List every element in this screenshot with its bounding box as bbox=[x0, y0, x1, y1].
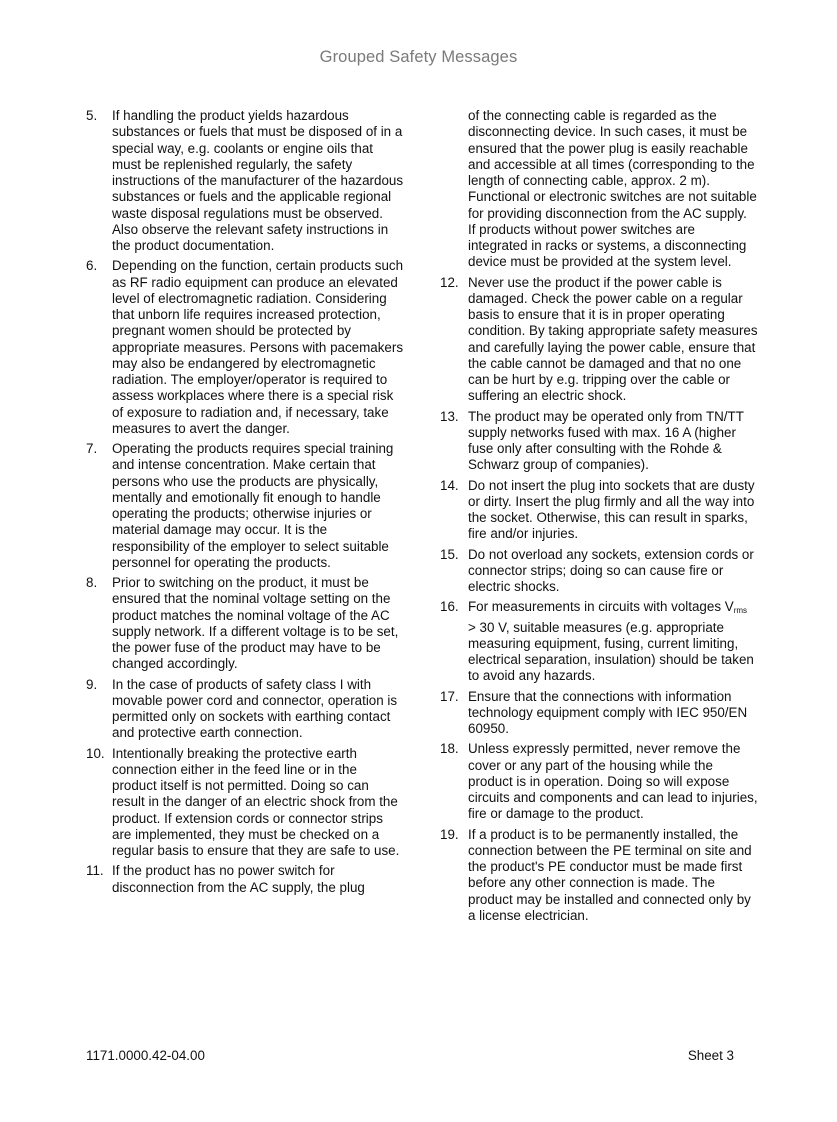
item-text: Intentionally breaking the protective earth connection either in the feed line or in the product itself is not permitted. Doing so can result in the danger of an electric shock from the product. If extension cords or connector strips are implemented, they must be checked on a regular basis to ensure that they are safe to use. bbox=[112, 745, 400, 858]
item-number: 17. bbox=[440, 688, 459, 704]
item-number: 14. bbox=[440, 477, 459, 493]
list-item bbox=[86, 108, 404, 254]
list-item bbox=[86, 575, 404, 673]
page-footer bbox=[86, 1048, 734, 1063]
item-number: 18. bbox=[440, 741, 459, 757]
list-item bbox=[440, 409, 758, 474]
list-item bbox=[440, 275, 758, 405]
item-text: If handling the product yields hazardous substances or fuels that must be disposed of in a special way, e.g. coolants or engine oils that must be replenished regularly, the safety instructions of the manufacturer of the hazardous substances or fuels and the applicable regional waste disposal regulations must be observed. Also observe the relevant safety instructions in the product documentation. bbox=[112, 108, 404, 253]
item-text: Operating the products requires special training and intense concentration. Make certain that persons who use the products are physically, mentally and emotionally fit enough to handle operating the products; otherwise injuries or material damage may occur. It is the responsibility of the employer to select suitable personnel for operating the products. bbox=[112, 441, 394, 570]
item-number: 6. bbox=[86, 258, 98, 274]
rms-subscript: rms bbox=[733, 606, 748, 616]
item-text: The product may be operated only from TN/TT supply networks fused with max. 16 A (higher fuse only after consulting with the Rohde & Schwarz group of companies). bbox=[468, 408, 744, 473]
item-text: Do not overload any sockets, extension cords or connector strips; doing so can cause fire or electric shocks. bbox=[468, 546, 754, 594]
list-item bbox=[440, 827, 758, 925]
item-number: 15. bbox=[440, 546, 459, 562]
list-item bbox=[86, 677, 404, 742]
sheet-number: Sheet 3 bbox=[687, 1048, 734, 1063]
list-item bbox=[440, 547, 758, 596]
list-item bbox=[440, 599, 758, 684]
item-continuation: of the connecting cable is regarded as the disconnecting device. In such cases, it must be ensured that the power plug is easily reachable and accessible at all times (corresponding to the length of connecting cable, approx. 2 m). Functional or electronic switches are not suitable for providing disconnection from the AC supply. If products without power switches are integrated in racks or systems, a disconnecting device must be provided at the system level. bbox=[468, 108, 757, 270]
item-text: Never use the product if the power cable is damaged. Check the power cable on a regular basis to ensure that it is in proper operating condition. By taking appropriate safety measures and carefully laying the power cable, ensure that the cable cannot be damaged and that no one can be hurt by e.g. tripping over the cable or suffering an electric shock. bbox=[468, 274, 758, 404]
item-text bbox=[468, 599, 758, 684]
item-number: 19. bbox=[440, 826, 459, 842]
item-number: 7. bbox=[86, 441, 98, 456]
right-column bbox=[440, 108, 758, 928]
item-text-post: > 30 V, suitable measures (e.g. appropriate measuring equipment, fusing, current limiting, electrical separation, insulation) should be taken to avoid any hazards. bbox=[468, 619, 754, 684]
item-number: 11. bbox=[86, 863, 104, 879]
list-item bbox=[86, 258, 404, 437]
item-text: Do not insert the plug into sockets that are dusty or dirty. Insert the plug firmly and all the way into the socket. Otherwise, this can result in sparks, fire and/or injuries. bbox=[468, 477, 755, 542]
list-item bbox=[86, 863, 404, 896]
list-item bbox=[86, 441, 404, 571]
item-number: 12. bbox=[440, 274, 459, 290]
item-number: 10. bbox=[86, 745, 105, 761]
list-item bbox=[440, 689, 758, 738]
item-text: Ensure that the connections with information technology equipment comply with IEC 950/EN 60950. bbox=[468, 688, 748, 736]
list-item bbox=[440, 741, 758, 822]
left-column bbox=[86, 108, 404, 900]
page-header: Grouped Safety Messages bbox=[319, 48, 518, 66]
document-number: 1171.0000.42-04.00 bbox=[86, 1048, 205, 1063]
list-item bbox=[440, 478, 758, 543]
item-text: If a product is to be permanently installed, the connection between the PE terminal on site and the product's PE conductor must be made first before any other connection is made. The product may be installed and connected only by a license electrician. bbox=[468, 826, 752, 923]
item-text-pre: For measurements in circuits with voltages V bbox=[468, 599, 734, 615]
item-number: 16. bbox=[440, 599, 459, 615]
item-text: Prior to switching on the product, it must be ensured that the nominal voltage setting on the product matches the nominal voltage of the AC supply network. If a different voltage is to be set, the power fuse of the product may have to be changed accordingly. bbox=[112, 575, 399, 672]
list-item bbox=[86, 746, 404, 860]
item-number: 8. bbox=[86, 575, 98, 590]
item-number: 13. bbox=[440, 408, 459, 424]
item-text: In the case of products of safety class I with movable power cord and connector, operation is permitted only on sockets with earthing contact and protective earth connection. bbox=[112, 676, 398, 741]
item-text: If the product has no power switch for disconnection from the AC supply, the plug bbox=[112, 863, 365, 895]
item-text: Unless expressly permitted, never remove the cover or any part of the housing while the product is in operation. Doing so will expose circuits and components and can lead to injuries, fire or damage to the product. bbox=[468, 741, 758, 822]
item-number: 9. bbox=[86, 676, 98, 692]
item-text: Depending on the function, certain products such as RF radio equipment can produce an elevated level of electromagnetic radiation. Considering that unborn life requires increased protection, pregnant women should be protected by appropriate measures. Persons with pacemakers may also be endangered by electromagnetic radiation. The employer/operator is required to assess workplaces where there is a special risk of exposure to radiation and, if necessary, take measures to avert the danger. bbox=[112, 258, 404, 436]
item-number: 5. bbox=[86, 108, 98, 123]
